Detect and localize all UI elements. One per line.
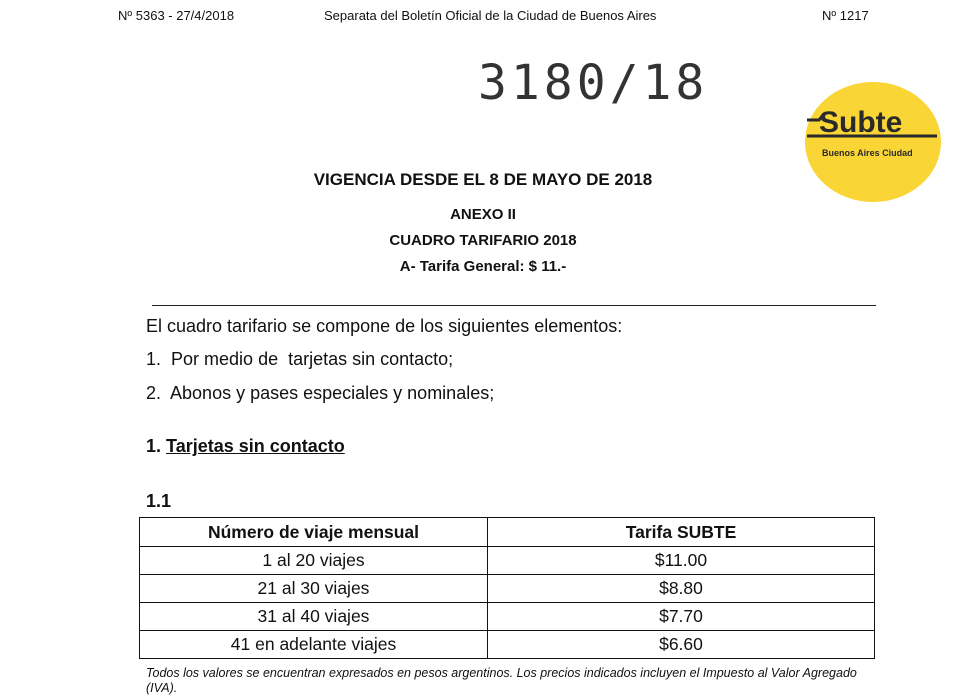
- trips-cell: 1 al 20 viajes: [140, 547, 488, 575]
- header-page-number: Nº 1217: [822, 8, 869, 23]
- fare-cell: $11.00: [488, 547, 875, 575]
- list-item: [146, 349, 453, 370]
- anexo-title: ANEXO II: [450, 206, 516, 223]
- header-publication: Separata del Boletín Oficial de la Ciudad de Buenos Aires: [324, 8, 657, 23]
- resolution-stamp: 3180/18: [478, 55, 709, 111]
- trips-cell: 21 al 30 viajes: [140, 575, 488, 603]
- section-heading: [146, 436, 345, 457]
- table-row: [140, 631, 875, 659]
- divider: [152, 305, 876, 306]
- header-issue-date: Nº 5363 - 27/4/2018: [118, 8, 235, 23]
- subte-logo-subtext: Buenos Aires Ciudad: [822, 148, 913, 158]
- tariff-table: [139, 517, 875, 659]
- trips-cell: 41 en adelante viajes: [140, 631, 488, 659]
- fare-cell: $8.80: [488, 575, 875, 603]
- column-header-fare: Tarifa SUBTE: [488, 518, 875, 547]
- list-item-text: Abonos y pases especiales y nominales;: [170, 383, 495, 403]
- vigencia-title: VIGENCIA DESDE EL 8 DE MAYO DE 2018: [313, 170, 653, 189]
- fare-cell: $7.70: [488, 603, 875, 631]
- cuadro-title: CUADRO TARIFARIO 2018: [389, 232, 577, 249]
- list-item-number: 1.: [146, 349, 162, 369]
- subte-logo-text: Subte: [819, 106, 903, 139]
- table-row: [140, 603, 875, 631]
- trips-cell: 31 al 40 viajes: [140, 603, 488, 631]
- footnote: Todos los valores se encuentran expresados en pesos argentinos. Los precios indicados incluyen el Impuesto al Valor Agregado (IVA).: [146, 666, 857, 695]
- list-item-number: 2.: [146, 383, 162, 403]
- list-item-text: Por medio de tarjetas sin contacto;: [171, 349, 454, 369]
- tarifa-general-title: A- Tarifa General: $ 11.-: [399, 258, 567, 275]
- column-header-trips: Número de viaje mensual: [140, 518, 488, 547]
- fare-cell: $6.60: [488, 631, 875, 659]
- list-item: [146, 383, 494, 404]
- table-header-row: [140, 518, 875, 547]
- table-row: [140, 575, 875, 603]
- subsection-number: 1.1: [146, 491, 172, 511]
- section-title: Tarjetas sin contacto: [166, 436, 345, 456]
- section-number: 1.: [146, 436, 162, 456]
- intro-text: El cuadro tarifario se compone de los siguientes elementos:: [146, 316, 623, 336]
- table-row: [140, 547, 875, 575]
